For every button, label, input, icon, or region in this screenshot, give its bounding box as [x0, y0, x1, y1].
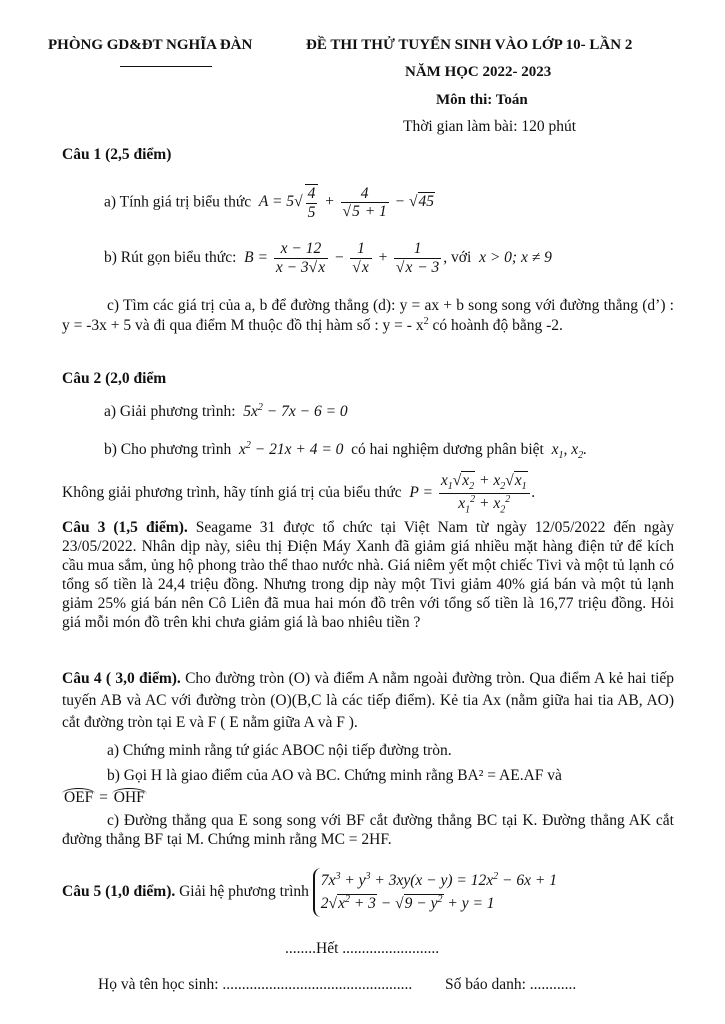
- q1-a-formula: A = 5√ $\frac{4}{5}$ + 4 √ 5 + 1 − √ 45: [255, 193, 435, 210]
- q1-a-text: a) Tính giá trị biểu thức: [104, 193, 252, 211]
- exam-title: ĐỀ THI THỬ TUYỂN SINH VÀO LỚP 10- LẦN 2: [306, 37, 633, 53]
- q5-system: $7x^3 + y^3 + 3xy(x - y) = 12x^2 - 6x + 1$ 2√ $x^2 + 3$ − √ $9 - y^2 + y = 1$: [313, 868, 557, 917]
- q2-title: Câu 2 (2,0 điểm: [62, 370, 167, 387]
- q2-b-text: b) Cho phương trình: [104, 441, 232, 459]
- q5: [62, 868, 557, 917]
- student-id-field: Số báo danh: ............: [445, 976, 577, 993]
- q1-b: [104, 240, 552, 277]
- subject: Môn thi: Toán: [436, 92, 528, 108]
- department-name: PHÒNG GD&ĐT NGHĨA ĐÀN: [48, 37, 253, 53]
- q1-b-cond: , với: [443, 248, 472, 266]
- header-underline: [120, 66, 212, 67]
- end-marker: ........Hết .........................: [285, 940, 440, 957]
- q3-text: Seagame 31 được tổ chức tại Việt Nam từ ngày 12/05/2022 đến ngày 23/05/2022. Nhân dịp này, siêu thị Điện Máy Xanh đã giảm giá nhiều mặt hàng điện tử để kích cầu mua sắm, ủng hộ phong trào thể thao nước nhà. Giá niêm yết một chiếc Tivi và một tủ lạnh có tổng số tiền là 24,4 triệu đồng. Nhưng trong dịp này một Tivi giảm 40% giá bán và một tủ lạnh giảm 25% giá bán nên Cô Liên đã mua hai món đồ trên với tổng số tiền là 16,77 triệu đồng. Hỏi giá mỗi món đồ trên khi chưa giảm giá là bao nhiêu tiền ?: [62, 519, 674, 631]
- duration: Thời gian làm bài: 120 phút: [403, 118, 577, 135]
- q5-title: Câu 5 (1,0 điểm).: [62, 883, 176, 901]
- q2-b-equation: $x^2 - 21x + 4 = 0$: [235, 440, 348, 459]
- q2-a-text: a) Giải phương trình:: [104, 403, 236, 421]
- q2-b-expression: P = $\frac{x_1√ x_2 + x_2√ x_1}{x_1^2 + x_2^2}$ .: [406, 484, 536, 501]
- q2-b-line2: [62, 472, 536, 515]
- q1-b-text: b) Rút gọn biểu thức:: [104, 248, 237, 266]
- q2-a-formula: $5x^2 - 7x - 6 = 0$: [239, 402, 348, 421]
- q4-title: Câu 4 ( 3,0 điểm).: [62, 670, 181, 687]
- q4-a: a) Chứng minh rằng tứ giác ABOC nội tiếp đường tròn.: [107, 742, 452, 759]
- q2-b: [104, 440, 587, 462]
- q1-b-cond-formula: x > 0; x ≠ 9: [475, 248, 552, 266]
- arc-ohf: OHF: [113, 789, 145, 806]
- q5-text: Giải hệ phương trình: [175, 883, 309, 901]
- q4-intro: [62, 668, 674, 734]
- q4-c: c) Đường thẳng qua E song song với BF cắt đường thẳng BC tại K. Đường thẳng AK cắt đường thẳng BF tại M. Chứng minh rằng MC = 2HF.: [62, 812, 674, 848]
- q1-a: [104, 184, 435, 222]
- q2-a: [104, 402, 348, 422]
- q4-intro-text: Cho đường tròn (O) và điểm A nằm ngoài đường tròn. Qua điểm A kẻ hai tiếp tuyến AB và AC với đường tròn (O)(B,C là các tiếp điểm). Kẻ tia Ax (nằm giữa hai tia AB, AO) cắt đường tròn tại E và F ( E nằm giữa A và F ).: [62, 670, 675, 731]
- q2-b-line2-text: Không giải phương trình, hãy tính giá trị của biểu thức: [62, 484, 402, 502]
- q3-title: Câu 3 (1,5 điểm).: [62, 519, 188, 536]
- student-name-field: Họ và tên học sinh: .................................................: [98, 976, 413, 993]
- q2-b-roots: $x_1$, $x_2$.: [547, 441, 587, 462]
- q4-b: b) Gọi H là giao điểm của AO và BC. Chứng minh rằng BA² = AE.AF và OEF = OHF: [64, 767, 562, 806]
- q1-title: Câu 1 (2,5 điểm): [62, 146, 172, 163]
- q2-b-mid: có hai nghiệm dương phân biệt: [351, 441, 544, 459]
- q3: [62, 519, 674, 632]
- school-year: NĂM HỌC 2022- 2023: [405, 64, 552, 80]
- q4-b-text: b) Gọi H là giao điểm của AO và BC. Chứng minh rằng BA² = AE.AF và: [107, 767, 562, 784]
- q1-b-formula: B = $\frac{x - 12}{x - 3√ x}$ − 1 √ x + 1 √ x − 3: [240, 249, 443, 266]
- q1-c: c) Tìm các giá trị của a, b để đường thẳng (d): y = ax + b song song với đường thẳng (d’) : y = -3x + 5 và đi qua điểm M thuộc đồ thị hàm số : y = - $x^2$ có hoành độ bằng -2.: [62, 297, 674, 335]
- arc-oef: OEF: [64, 789, 94, 806]
